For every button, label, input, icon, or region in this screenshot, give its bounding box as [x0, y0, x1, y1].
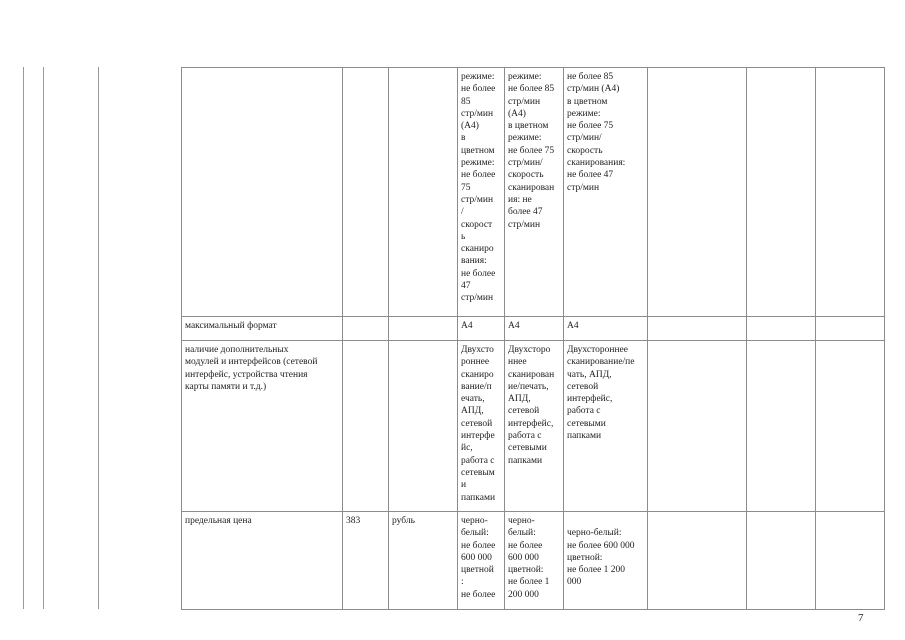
- table-cell: [747, 341, 816, 512]
- table-cell: Двухсто роннее сканиро вание/п ечать, АПД, сетевой интерфе йс, работа с сетевым и папками: [458, 341, 505, 512]
- left-margin-rule: [98, 67, 99, 609]
- table-cell: [648, 341, 747, 512]
- table-cell: [343, 317, 389, 341]
- table-cell: [648, 68, 747, 317]
- table-cell: черно- белый: не более 600 000 цветной: не более 1 200 000: [505, 512, 564, 610]
- table-cell: [747, 68, 816, 317]
- table-cell: Двухсторо ннее сканирован ие/печать, АПД, сетевой интерфейс, работа с сетевыми папками: [505, 341, 564, 512]
- table-cell: 383: [343, 512, 389, 610]
- page-number: 7: [858, 612, 864, 624]
- table-cell: максимальный формат: [182, 317, 343, 341]
- table-cell: [343, 341, 389, 512]
- table-cell: [389, 341, 458, 512]
- requirements-table: [181, 67, 885, 610]
- table-row: [182, 341, 885, 512]
- left-margin-rule: [43, 67, 44, 609]
- table-cell: [648, 512, 747, 610]
- table-cell: [343, 68, 389, 317]
- table-row: [182, 317, 885, 341]
- table-cell: [816, 68, 885, 317]
- table-cell: черно-белый: не более 600 000 цветной: не более 1 200 000: [564, 512, 648, 610]
- table-cell: А4: [458, 317, 505, 341]
- table-cell: режиме: не более 85 стр/мин (А4) в цветном режиме: не более 75 стр/мин/ скорость сканирован ия: не более 47 стр/мин: [505, 68, 564, 317]
- table-cell: Двухстороннее сканирование/пе чать, АПД, сетевой интерфейс, работа с сетевыми папками: [564, 341, 648, 512]
- table-cell: [816, 317, 885, 341]
- table-cell: рубль: [389, 512, 458, 610]
- table-cell: А4: [564, 317, 648, 341]
- table-cell: не более 85 стр/мин (А4) в цветном режиме: не более 75 стр/мин/ скорость сканирования: не более 47 стр/мин: [564, 68, 648, 317]
- table-row: [182, 68, 885, 317]
- table-cell: наличие дополнительных модулей и интерфейсов (сетевой интерфейс, устройства чтения карты памяти и т.д.): [182, 341, 343, 512]
- table-cell: режиме: не более 85 стр/мин (А4) в цветном режиме: не более 75 стр/мин / скорост ь сканиро вания: не более 47 стр/мин: [458, 68, 505, 317]
- table-cell: черно- белый: не более 600 000 цветной : не более: [458, 512, 505, 610]
- left-margin-rule: [23, 67, 24, 609]
- table-cell: [389, 68, 458, 317]
- table-cell: [816, 512, 885, 610]
- table-cell: А4: [505, 317, 564, 341]
- table-cell: [648, 317, 747, 341]
- table-cell: [816, 341, 885, 512]
- table-cell: [747, 317, 816, 341]
- table-cell: [182, 68, 343, 317]
- table-row: [182, 512, 885, 610]
- table-cell: предельная цена: [182, 512, 343, 610]
- table-cell: [389, 317, 458, 341]
- table-cell: [747, 512, 816, 610]
